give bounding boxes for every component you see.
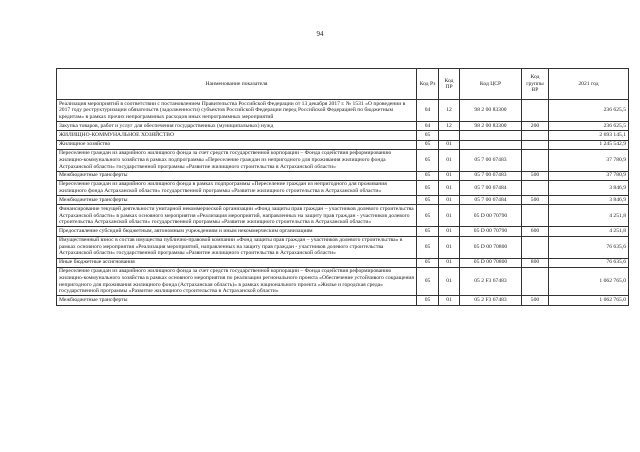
row-pr: 01 (439, 205, 460, 227)
table-header-row (57, 69, 629, 100)
row-pr: 01 (439, 236, 460, 258)
row-amount: 236 625,5 (549, 122, 629, 131)
row-name: Межбюджетные трансферты (57, 196, 417, 205)
row-amount: 2 693 145,1 (549, 131, 629, 140)
table-row (57, 267, 629, 296)
table-row (57, 296, 629, 305)
row-csr: 05 7 00 67483 (460, 171, 522, 180)
row-amount: 4 251,8 (549, 205, 629, 227)
row-name: Межбюджетные трансферты (57, 171, 417, 180)
table-row (57, 196, 629, 205)
table-row (57, 140, 629, 149)
row-amount: 236 625,5 (549, 100, 629, 122)
row-rz: 05 (417, 171, 439, 180)
row-rz: 05 (417, 296, 439, 305)
row-name: Реализация мероприятий в соответствии с постановлением Правительства Российской Федерации от 13 декабря 2017 г. № 1531 «О проведении в 2017 году реструктуризации обязательств (задолженности) субъектов Российской Федерации перед Российской Федерацией по бюджетным кредитам» в рамках прочих непрограммных расходов иных непрограммных мероприятий (57, 100, 417, 122)
row-vr (522, 236, 549, 258)
header-csr: Код ЦСР (460, 69, 522, 100)
row-pr: 01 (439, 180, 460, 195)
row-name: Переселение граждан из аварийного жилищного фонда в рамках подпрограммы «Переселение граждан из непригодного для проживания жилищного фонда Астраханской области» государственной программы «Развитие жилищного строительства в Астраханской области» (57, 180, 417, 195)
row-vr (522, 100, 549, 122)
row-pr (439, 131, 460, 140)
row-vr: 200 (522, 122, 549, 131)
row-name: Закупка товаров, работ и услуг для обеспечения государственных (муниципальных) нужд (57, 122, 417, 131)
row-rz: 05 (417, 149, 439, 171)
table-row (57, 149, 629, 171)
row-vr (522, 267, 549, 296)
row-name: ЖИЛИЩНО-КОММУНАЛЬНОЕ ХОЗЯЙСТВО (57, 131, 417, 140)
row-name: Иные бюджетные ассигнования (57, 258, 417, 267)
table-row (57, 100, 629, 122)
row-pr: 01 (439, 258, 460, 267)
row-pr: 01 (439, 296, 460, 305)
row-pr: 01 (439, 171, 460, 180)
row-amount: 37 780,9 (549, 171, 629, 180)
row-amount: 1 062 765,0 (549, 267, 629, 296)
table-row (57, 205, 629, 227)
row-csr: 05 7 00 67484 (460, 196, 522, 205)
row-rz: 05 (417, 140, 439, 149)
row-vr: 500 (522, 296, 549, 305)
row-amount: 3 846,9 (549, 196, 629, 205)
row-amount: 76 635,6 (549, 236, 629, 258)
row-csr: 05 7 00 67484 (460, 180, 522, 195)
row-rz: 05 (417, 258, 439, 267)
table-row (57, 131, 629, 140)
row-pr: 01 (439, 267, 460, 296)
row-rz: 05 (417, 196, 439, 205)
row-amount: 3 846,9 (549, 180, 629, 195)
header-year: 2021 год (549, 69, 629, 100)
row-amount: 4 251,8 (549, 227, 629, 236)
header-rz: Код Рз (417, 69, 439, 100)
row-vr (522, 205, 549, 227)
row-csr: 05 2 F3 67483 (460, 296, 522, 305)
table-row (57, 122, 629, 131)
row-rz: 05 (417, 227, 439, 236)
table-row (57, 227, 629, 236)
table-row (57, 258, 629, 267)
row-name: Переселение граждан из аварийного жилищного фонда за счет средств государственной корпорации – Фонда содействия реформированию жилищно-коммунального хозяйства в рамках подпрограммы «Переселение граждан из непригодного для проживания жилищного фонда Астраханской области» государственной программы «Развитие жилищного строительства в Астраханской области» (57, 149, 417, 171)
row-pr: 12 (439, 100, 460, 122)
table-row (57, 180, 629, 195)
row-pr: 01 (439, 149, 460, 171)
row-name: Предоставление субсидий бюджетным, автономным учреждениям и иным некоммерческим организациям (57, 227, 417, 236)
row-name: Имущественный взнос в состав имущества публично-правовой компании «Фонд защиты прав граждан – участников долевого строительства» в рамках основного мероприятия «Реализация мероприятий, направленных на защиту прав граждан - участников долевого строительства Астраханской области» государственной программы «Развитие жилищного строительства в Астраханской области» (57, 236, 417, 258)
row-csr: 05 D 00 70790 (460, 227, 522, 236)
row-name: Финансирование текущей деятельности унитарной некоммерческой организации «Фонд защиты прав граждан – участников долевого строительства Астраханской области» в рамках основного мероприятия «Реализация мероприятий, направленных на защиту прав граждан - участников долевого строительства Астраханской области» государственной программы «Развитие жилищного строительства в Астраханской области» (57, 205, 417, 227)
row-vr: 600 (522, 227, 549, 236)
budget-table (56, 68, 629, 306)
page-number: 94 (316, 30, 324, 38)
table-row (57, 171, 629, 180)
row-amount: 37 780,9 (549, 149, 629, 171)
header-name: Наименование показателя (57, 69, 417, 100)
row-csr: 98 2 00 83300 (460, 122, 522, 131)
row-rz: 05 (417, 236, 439, 258)
row-rz: 05 (417, 180, 439, 195)
row-name: Жилищное хозяйство (57, 140, 417, 149)
row-name: Межбюджетные трансферты (57, 296, 417, 305)
row-csr: 05 7 00 67483 (460, 149, 522, 171)
row-vr: 500 (522, 171, 549, 180)
row-vr (522, 140, 549, 149)
row-rz: 05 (417, 205, 439, 227)
row-name: Переселение граждан из аварийного жилищного фонда за счет средств государственной корпорации – Фонда содействия реформированию жилищно-коммунального хозяйства в рамках основного мероприятия по реализации регионального проекта «Обеспечение устойчивого сокращения непригодного для проживания жилищного фонда (Астраханская область)» в рамках национального проекта «Жилье и городская среда» государственной программы «Развитие жилищного строительства в Астраханской области» (57, 267, 417, 296)
row-csr (460, 140, 522, 149)
row-csr: 98 2 00 83300 (460, 100, 522, 122)
row-amount: 1 062 765,0 (549, 296, 629, 305)
row-csr (460, 131, 522, 140)
row-rz: 05 (417, 131, 439, 140)
row-rz: 04 (417, 100, 439, 122)
row-csr: 05 2 F3 67483 (460, 267, 522, 296)
header-vr: Код группы ВР (522, 69, 549, 100)
header-pr: Код ПР (439, 69, 460, 100)
row-pr: 01 (439, 140, 460, 149)
row-csr: 05 D 00 70800 (460, 258, 522, 267)
row-vr: 800 (522, 258, 549, 267)
row-pr: 01 (439, 196, 460, 205)
row-vr (522, 149, 549, 171)
row-rz: 04 (417, 122, 439, 131)
row-vr (522, 180, 549, 195)
row-vr: 500 (522, 196, 549, 205)
row-pr: 12 (439, 122, 460, 131)
row-vr (522, 131, 549, 140)
table-row (57, 236, 629, 258)
row-rz: 05 (417, 267, 439, 296)
row-csr: 05 D 00 70800 (460, 236, 522, 258)
row-pr: 01 (439, 227, 460, 236)
row-amount: 76 635,6 (549, 258, 629, 267)
row-amount: 1 245 542,9 (549, 140, 629, 149)
row-csr: 05 D 00 70790 (460, 205, 522, 227)
